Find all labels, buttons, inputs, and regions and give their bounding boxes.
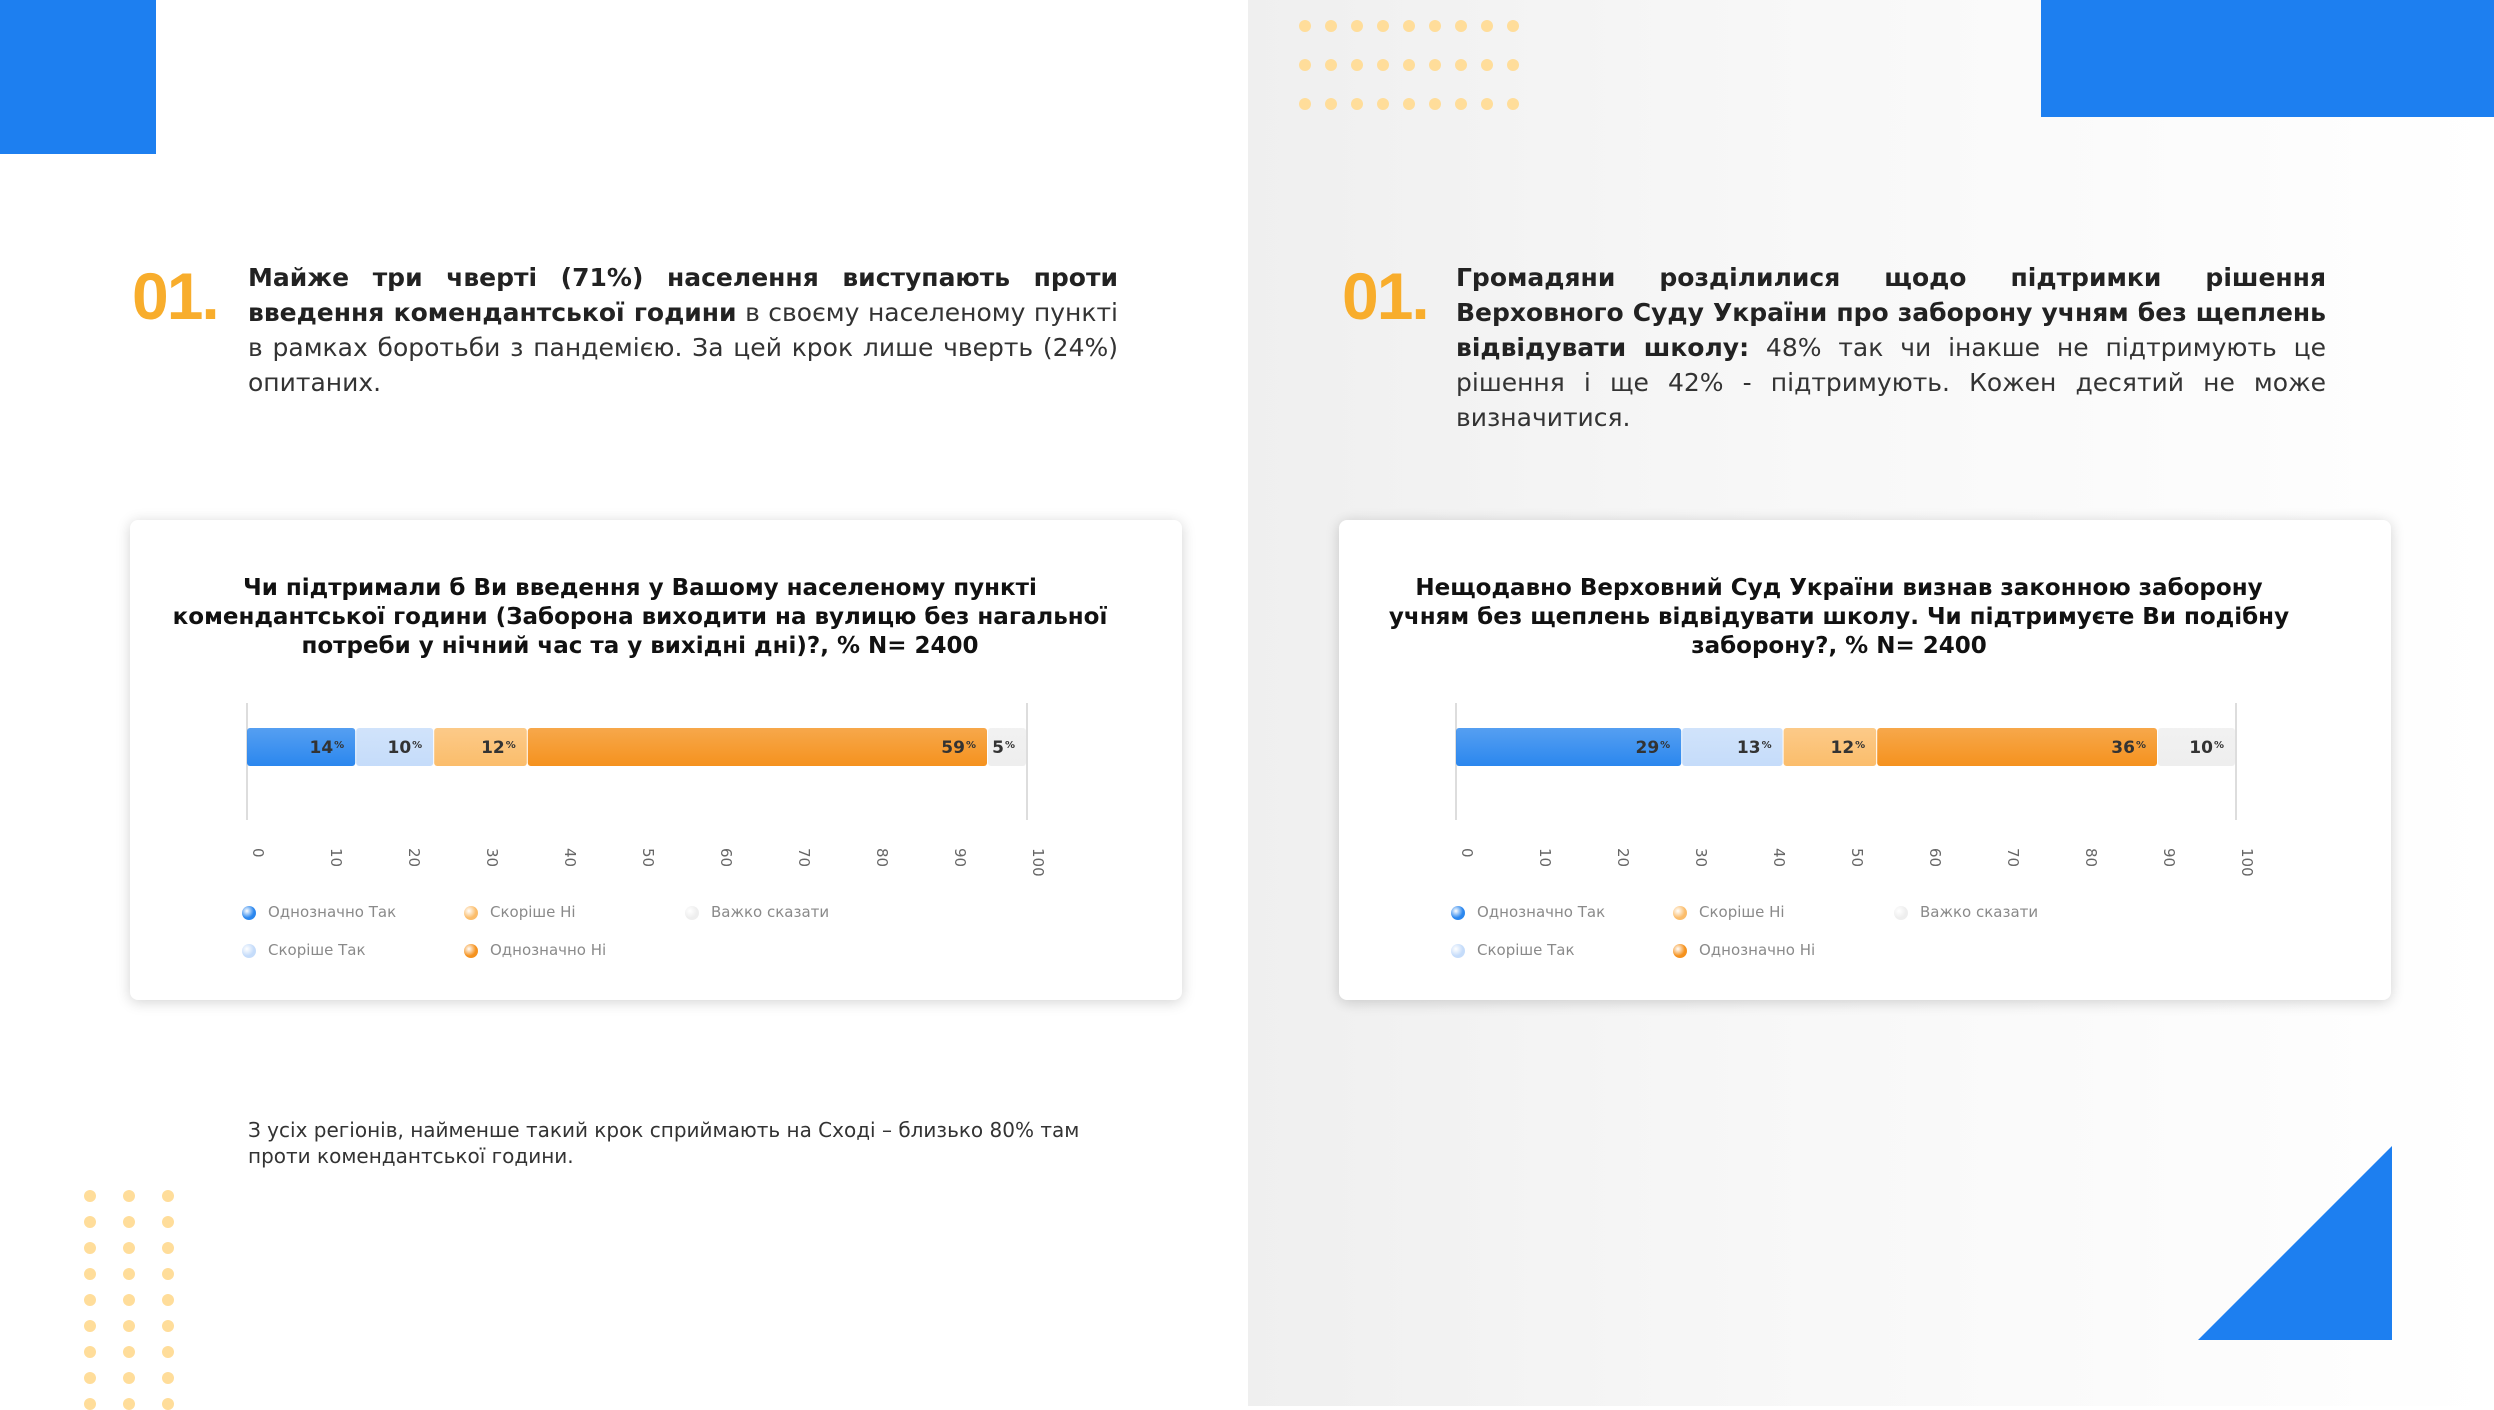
decorative-dot <box>123 1216 135 1228</box>
x-tick-label: 40 <box>561 848 579 868</box>
decorative-dot <box>123 1242 135 1254</box>
x-tick-label: 30 <box>1692 848 1710 868</box>
left-intro-rest: в своєму населеному пункті в рамках боротьби з пандемією. За цей крок лише чверть (24%) опитаних. <box>248 298 1118 397</box>
legend-dot <box>1451 906 1465 920</box>
legend-dot <box>464 906 478 920</box>
decorative-dot <box>1455 59 1467 71</box>
right-intro-bold: Громадяни розділилися щодо підтримки рішення Верховного Суду України про заборону учням без щеплень відвідувати школу: <box>1456 263 2326 362</box>
legend-label: Однозначно Ні <box>490 941 607 959</box>
data-label-1: 29% <box>1635 738 1671 758</box>
legend-dot <box>1673 906 1687 920</box>
stacked-bar-chart <box>130 520 1182 1000</box>
legend-dot <box>1451 944 1465 958</box>
decorative-dot <box>162 1190 174 1202</box>
decorative-dot <box>1481 59 1493 71</box>
data-label-5: 5% <box>992 738 1015 758</box>
decorative-dot <box>84 1346 96 1358</box>
decorative-dot <box>162 1216 174 1228</box>
decorative-dot <box>84 1398 96 1410</box>
decorative-dot <box>1351 98 1363 110</box>
decorative-dot <box>84 1294 96 1306</box>
x-tick-label: 10 <box>327 848 345 868</box>
x-tick-label: 60 <box>717 848 735 868</box>
data-label-3: 12% <box>481 738 516 758</box>
legend-label: Скоріше Ні <box>490 903 576 921</box>
data-label-2: 10% <box>387 738 423 758</box>
data-label-unit: % <box>505 740 516 751</box>
section-number-badge: 01. <box>132 259 218 333</box>
legend-dot <box>464 944 478 958</box>
data-label-unit: % <box>412 740 423 751</box>
x-tick-label: 90 <box>2160 848 2178 868</box>
decorative-dot <box>1507 20 1519 32</box>
legend-label: Важко сказати <box>711 903 830 921</box>
x-tick-label: 0 <box>249 848 267 858</box>
bar-segment-4 <box>528 728 987 766</box>
decorative-dot <box>84 1242 96 1254</box>
decorative-dot <box>1429 98 1441 110</box>
x-tick-label: 50 <box>1848 848 1866 868</box>
decorative-dot <box>84 1320 96 1332</box>
decorative-dot <box>1403 20 1415 32</box>
x-tick-label: 70 <box>2004 848 2022 868</box>
section-number-badge: 01. <box>1342 259 1428 333</box>
decorative-dot <box>84 1216 96 1228</box>
x-tick-label: 10 <box>1536 848 1554 868</box>
x-tick-label: 80 <box>873 848 891 868</box>
x-tick-label: 60 <box>1926 848 1944 868</box>
decorative-dot <box>1377 98 1389 110</box>
legend-dot <box>685 906 699 920</box>
decorative-dot <box>1481 20 1493 32</box>
decorative-dot <box>162 1320 174 1332</box>
data-label-unit: % <box>1004 740 1015 751</box>
decorative-dot <box>1481 98 1493 110</box>
x-tick-label: 30 <box>483 848 501 868</box>
decorative-dot <box>162 1242 174 1254</box>
decorative-dot <box>162 1346 174 1358</box>
data-label-unit: % <box>1855 740 1866 751</box>
decorative-dot <box>1507 98 1519 110</box>
legend-label: Важко сказати <box>1920 903 2039 921</box>
right-intro-text <box>1456 260 2326 435</box>
legend-label: Скоріше Так <box>268 941 366 959</box>
data-label-3: 12% <box>1830 738 1866 758</box>
chart-card-right <box>1339 520 2391 1000</box>
x-tick-label: 20 <box>405 848 423 868</box>
decorative-dot <box>1455 98 1467 110</box>
data-label-unit: % <box>2213 740 2224 751</box>
footnote-text: З усіх регіонів, найменше такий крок сприймають на Сході – близько 80% там проти комендантської години. <box>248 1118 1080 1168</box>
legend-dot <box>1894 906 1908 920</box>
x-tick-label: 70 <box>795 848 813 868</box>
legend-label: Скоріше Так <box>1477 941 1575 959</box>
data-label-unit: % <box>2135 740 2146 751</box>
legend-dot <box>1673 944 1687 958</box>
decorative-dot <box>1299 98 1311 110</box>
decorative-dot <box>123 1294 135 1306</box>
chart-title: Чи підтримали б Ви введення у Вашому населеному пункті комендантської години (Заборона виходити на вулицю без нагальної потреби у нічний час та у вихідні дні)?, % N= 2400 <box>172 575 1108 659</box>
data-label-unit: % <box>1660 740 1671 751</box>
decorative-dot <box>162 1398 174 1410</box>
decorative-dot <box>1351 59 1363 71</box>
decorative-dot <box>1377 59 1389 71</box>
decorative-dot <box>123 1268 135 1280</box>
decorative-dot <box>1403 98 1415 110</box>
decorative-dot <box>84 1190 96 1202</box>
x-tick-label: 90 <box>951 848 969 868</box>
legend-label: Скоріше Ні <box>1699 903 1785 921</box>
data-label-2: 13% <box>1736 738 1772 758</box>
decorative-dot <box>1429 59 1441 71</box>
decorative-dot <box>123 1372 135 1384</box>
decorative-dot <box>84 1372 96 1384</box>
data-label-unit: % <box>1761 740 1772 751</box>
x-tick-label: 100 <box>2238 848 2256 877</box>
stacked-bar-chart <box>1339 520 2391 1000</box>
legend-label: Однозначно Так <box>268 903 397 921</box>
decorative-dot <box>162 1294 174 1306</box>
x-tick-label: 0 <box>1458 848 1476 858</box>
legend-dot <box>242 906 256 920</box>
decorative-dot <box>1403 59 1415 71</box>
data-label-1: 14% <box>309 738 345 758</box>
left-intro-text <box>248 260 1118 400</box>
decorative-dot <box>123 1398 135 1410</box>
decorative-dot <box>1507 59 1519 71</box>
data-label-5: 10% <box>2189 738 2224 758</box>
decorative-dot <box>1299 59 1311 71</box>
blue-corner-rectangle <box>2041 0 2494 117</box>
left-intro-bold: Майже три чверті (71%) населення виступають проти введення комендантської години <box>248 263 1118 327</box>
decorative-dot <box>1455 20 1467 32</box>
decorative-dot <box>84 1268 96 1280</box>
x-tick-label: 40 <box>1770 848 1788 868</box>
x-tick-label: 80 <box>2082 848 2100 868</box>
blue-triangle <box>2198 1146 2392 1340</box>
right-intro-rest: 48% так чи інакше не підтримують це рішення і ще 42% - підтримують. Кожен десятий не може визначитися. <box>1456 333 2327 432</box>
decorative-dot <box>1377 20 1389 32</box>
decorative-dot <box>1325 98 1337 110</box>
decorative-dot <box>1351 20 1363 32</box>
decorative-dot <box>1299 20 1311 32</box>
decorative-dot <box>123 1320 135 1332</box>
legend-dot <box>242 944 256 958</box>
decorative-dot <box>1325 20 1337 32</box>
decorative-dot <box>123 1190 135 1202</box>
data-label-unit: % <box>334 740 345 751</box>
x-tick-label: 20 <box>1614 848 1632 868</box>
data-label-4: 59% <box>941 738 976 758</box>
chart-card-left <box>130 520 1182 1000</box>
decorative-dot <box>1429 20 1441 32</box>
x-tick-label: 50 <box>639 848 657 868</box>
decorative-dot <box>1325 59 1337 71</box>
decorative-dot <box>162 1372 174 1384</box>
decorative-dot <box>123 1346 135 1358</box>
blue-corner-square <box>0 0 156 154</box>
x-tick-label: 100 <box>1029 848 1047 877</box>
decorative-dot <box>162 1268 174 1280</box>
data-label-unit: % <box>965 740 976 751</box>
data-label-4: 36% <box>2111 738 2146 758</box>
legend-label: Однозначно Ні <box>1699 941 1816 959</box>
legend-label: Однозначно Так <box>1477 903 1606 921</box>
chart-title: Нещодавно Верховний Суд України визнав законною заборону учням без щеплень відвідувати школу. Чи підтримуєте Ви подібну заборону?, % N= 2400 <box>1388 575 2290 659</box>
